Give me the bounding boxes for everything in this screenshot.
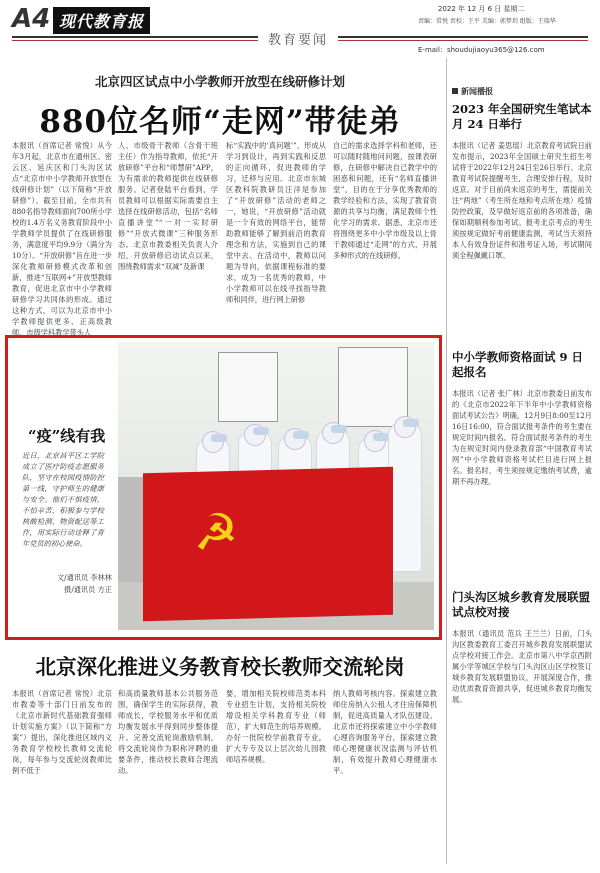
lead-column-4: 自己的需求选择学科和老师，还可以随时随地问问题，按课表研修，在研修中解决自己教学中的困惑和问题，还有“名师直播讲堂”，目的在于分享优秀教师的教学经验和方法，实现了教育资源的共享与均衡，满足教师个性化学习的需求。据悉，北京市还将围绕更多中小学市级及以上骨干教师通过“走网”的方式，开展多种形式的在线研修。	[333, 141, 437, 260]
page-header	[0, 0, 600, 55]
newspaper-logo: 现代教育报	[53, 7, 150, 34]
second-column-1: 本报讯（首席记者 常悦）北京市教委等十部门日前发布的《北京市新时代基础教育强师计划实施方案》（以下简称“方案”）提出，深化推进区域内义务教育学校校长教师交流轮岗，每年参与交流轮岗教师比例不低于	[12, 689, 112, 775]
second-column-2: 和高质量教师基本公共服务范围，确保学生的实际获得，教师成长，学校服务水平和优质均衡发展水平得到同步整体提升。完善交流轮岗激励机制，将交流轮岗作为职称评聘的重要条件，推动校长教师合理流动。	[118, 689, 218, 775]
lead-headline[interactable]: 880位名师“走网”带徒弟	[39, 104, 401, 140]
brief-3-body: 本报讯（通讯员 范兵 王兰兰）日前，门头沟区教委教育工委召开城乡教育发展联盟试点学校对接工作会。北京市第八中学京西附属小学等城区学校与门头沟区山区学校签订城乡教育发展联盟协议，开展深度合作，推动优质教育资源共享，促进城乡教育均衡发展。	[452, 629, 592, 704]
news-brief-tag: 新闻播报	[452, 86, 493, 97]
brief-3-headline[interactable]: 门头沟区城乡教育发展联盟试点校对接	[452, 590, 590, 619]
page-number: A4	[12, 4, 51, 34]
contact-email[interactable]: E-mail：shoudujiaoyu365@126.com	[418, 46, 545, 54]
brief-2-body: 本报讯（记者 张广林）北京市教委日前发布的《北京市2022年下半年中小学教师资格面试考试公告》明确，12月9日8:00至12月16日16:00，符合面试报考条件的考生要在规定时间内报名。符合面试报考条件的考生为在规定时间内登录教育部“中国教育考试网”中小学教师资格考试栏目进行网上报名。报名时，考生须按规定缴纳考试费，逾期不再办理。	[452, 389, 592, 486]
lead-column-2: 人、市级骨干教师（含骨干班主任）作为指导教师，依托“开放研修”平台和“师慧研”APP，为有需求的教师提供在线研修服务。记者登陆平台看到，学员教师可以根据实际需要自主选择在线研修活动，包括“名师直播讲堂”“一对一实时研修”“开放式微课”三种服务形态。北京市教委相关负责人介绍，开放研修启动试点以来，围绕教师需求“双减”及新课	[118, 141, 218, 271]
hammer-sickle-icon: ☭	[193, 502, 239, 562]
brief-1-headline[interactable]: 2023 年全国研究生笔试本月 24 日举行	[452, 102, 592, 131]
lead-column-3: 标“实践中的‘真问题’”，形成从学习到设计，再到实践和反思的正向循环，促进教师的学习，迁移与应用。北京市东城区教科院教研员汪洋是参加了“开放研修”活动的老师之一，她说，“开放研修”活动就是一个有效的网络平台，能帮助教师能够了解到前沿的教育理念和方法，实施到自己的课堂中去。在活动中，教师以问题为导向，依据课程标准的要求，成为一名优秀的教师，中小学教师可以在线寻找指导教师和同伴，进行网上研修	[226, 141, 326, 304]
volunteer-figure	[388, 422, 422, 572]
brief-2-headline[interactable]: 中小学教师资格面试 9 日起报名	[452, 350, 584, 379]
column-divider	[446, 58, 447, 864]
feature-title[interactable]: “疫”线有我	[28, 427, 106, 445]
second-column-3: 要，增加相关院校师范类本科专业招生计划，支持相关院校增设相关学科教育专业（师范），扩大师范生的培养规模。办好一批院校学前教育专业，扩大专专及以上层次幼儿园教师培养规模。	[226, 689, 326, 764]
section-title: 教育要闻	[258, 29, 338, 48]
photo-window	[338, 347, 408, 427]
editor-credits: 责编：常悦 责校：王平 美编：郭梦玥 组版：王瑞华	[418, 18, 556, 25]
photo-window	[218, 352, 278, 422]
feature-credit: 文/通讯员 李林林 摄/通讯员 方正	[56, 573, 112, 594]
feature-photo[interactable]	[118, 342, 434, 630]
brief-1-body: 本报讯（记者 姜思瑶）北京教育考试院日前发布提示，2023年全国硕士研究生招生考试将于2022年12月24日至26日举行。北京教育考试院提醒考生，合理安排行程，及时返京。对于目前尚未返京的考生，需提前关注“两地”（考生所在地和考点所在地）疫情防控政策，及早做好返京前的各项准备，确保如期顺利参加考试。报考北京考点的考生须按规定做好考前健康监测，考试当天须持本人有效身份证件和准考证入场，考试期间须全程佩戴口罩。	[452, 141, 592, 260]
lead-kicker: 北京四区试点中小学教师开放型在线研修计划	[94, 74, 345, 89]
issue-date: 2022 年 12 月 6 日 星期二	[438, 5, 525, 13]
second-column-4: 纳人教师考核内容。探索建立教师住房纳入公租人才住房保障机制，促进高质量人才队伍建设。北京市还将探索建立中小学教师心理咨询服务平台，探索建立教师心理健康状况监测与评估机制，有效提升教师心理健康水平。	[333, 689, 437, 775]
lead-column-1: 本报讯（首席记者 常悦）从今年3月起，北京市在通州区、密云区、延庆区和门头沟区试点“北京市中小学教师开放型在线研修计划”（以下简称“开放研修”）。截至目前，全市共有880名指导教师面向700所小学校的1.4万名义务教育阶段中小学教师学员提供了在线研修服务，满意度平均9.9分（满分为10分）。“开放研修”旨在进一步深化教师研修模式改革和创新，推进“互联网+”开放型教师教育，促进北京市中小学教师研修学习共同体的形成。通过这种方式，可以为北京市中小学教师提供更多、正高级教师、市级学科教学带头人	[12, 141, 112, 337]
second-headline[interactable]: 北京深化推进义务教育校长教师交流轮岗	[35, 655, 405, 679]
feature-body: 近日，北京昌平区工学院成立了医疗防疫志愿服务队，坚守在校园疫情防控第一线，守护师生的健康与安全。他们不惧疫情，不怕辛苦，积极参与学校核酸检测、物资配送等工作，用实际行动诠释了青年党员的初心使命。	[22, 451, 104, 548]
square-bullet-icon	[452, 88, 458, 94]
party-flag	[143, 467, 393, 622]
